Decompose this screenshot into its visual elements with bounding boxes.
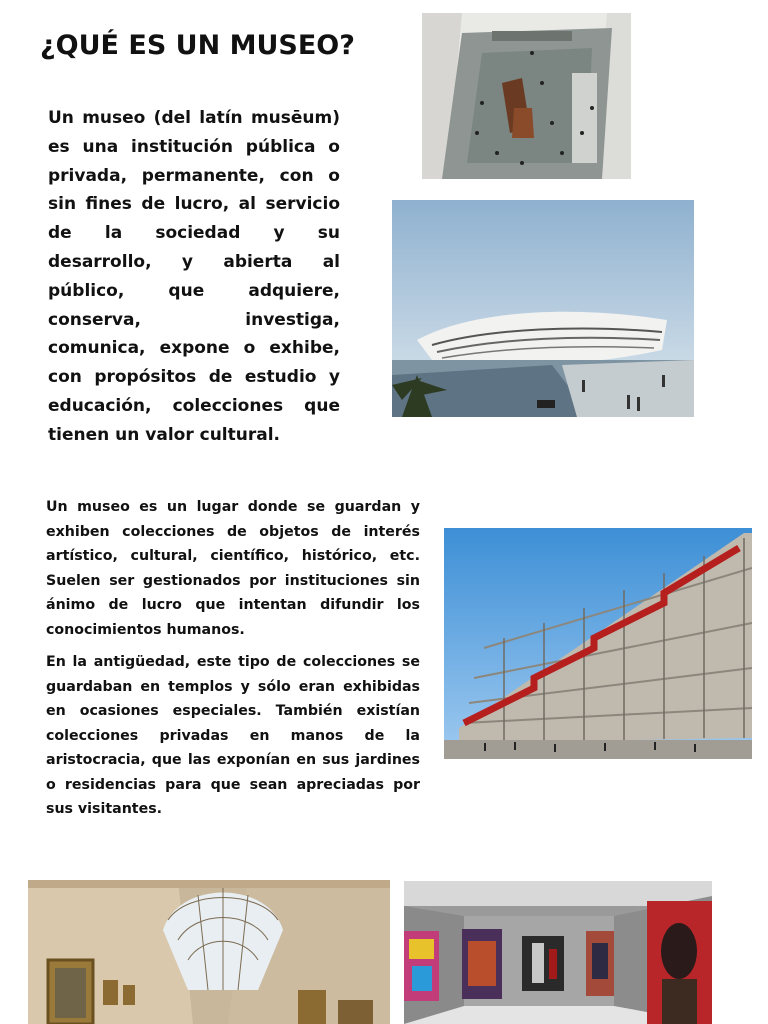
history-paragraph: En la antigüedad, este tipo de colecciones se guardaban en templos y sólo eran exhibidas en ocasiones especiales. También existían colecciones privadas en manos de la aristocracia, que las exponían en sus jardines o residencias para que sean apreciadas por sus visitantes. [46, 654, 420, 817]
grand-gallery-photo [28, 880, 390, 1024]
modern-museum-building-photo [392, 200, 694, 417]
definition-paragraph: Un museo (del latín musēum) es una institución pública o privada, permanente, con o sin fines de lucro, al servicio de la sociedad y su desarrollo, y abierta al público, que adquiere, conserva, investiga, comunica, expone o exhibe, con propósitos de estudio y educación, colecciones que tienen un valor cultural. [48, 108, 340, 445]
art-gallery-room-photo [404, 881, 712, 1024]
page-title: ¿QUÉ ES UN MUSEO? [40, 30, 355, 61]
purpose-paragraph: Un museo es un lugar donde se guardan y exhiben colecciones de objetos de interés artístico, cultural, científico, histórico, etc. Suelen ser gestionados por instituciones sin ánimo de lucro que intentan difundir los conocimientos humanos. [46, 499, 420, 638]
centre-pompidou-photo [444, 528, 752, 759]
museum-atrium-photo [422, 13, 631, 179]
